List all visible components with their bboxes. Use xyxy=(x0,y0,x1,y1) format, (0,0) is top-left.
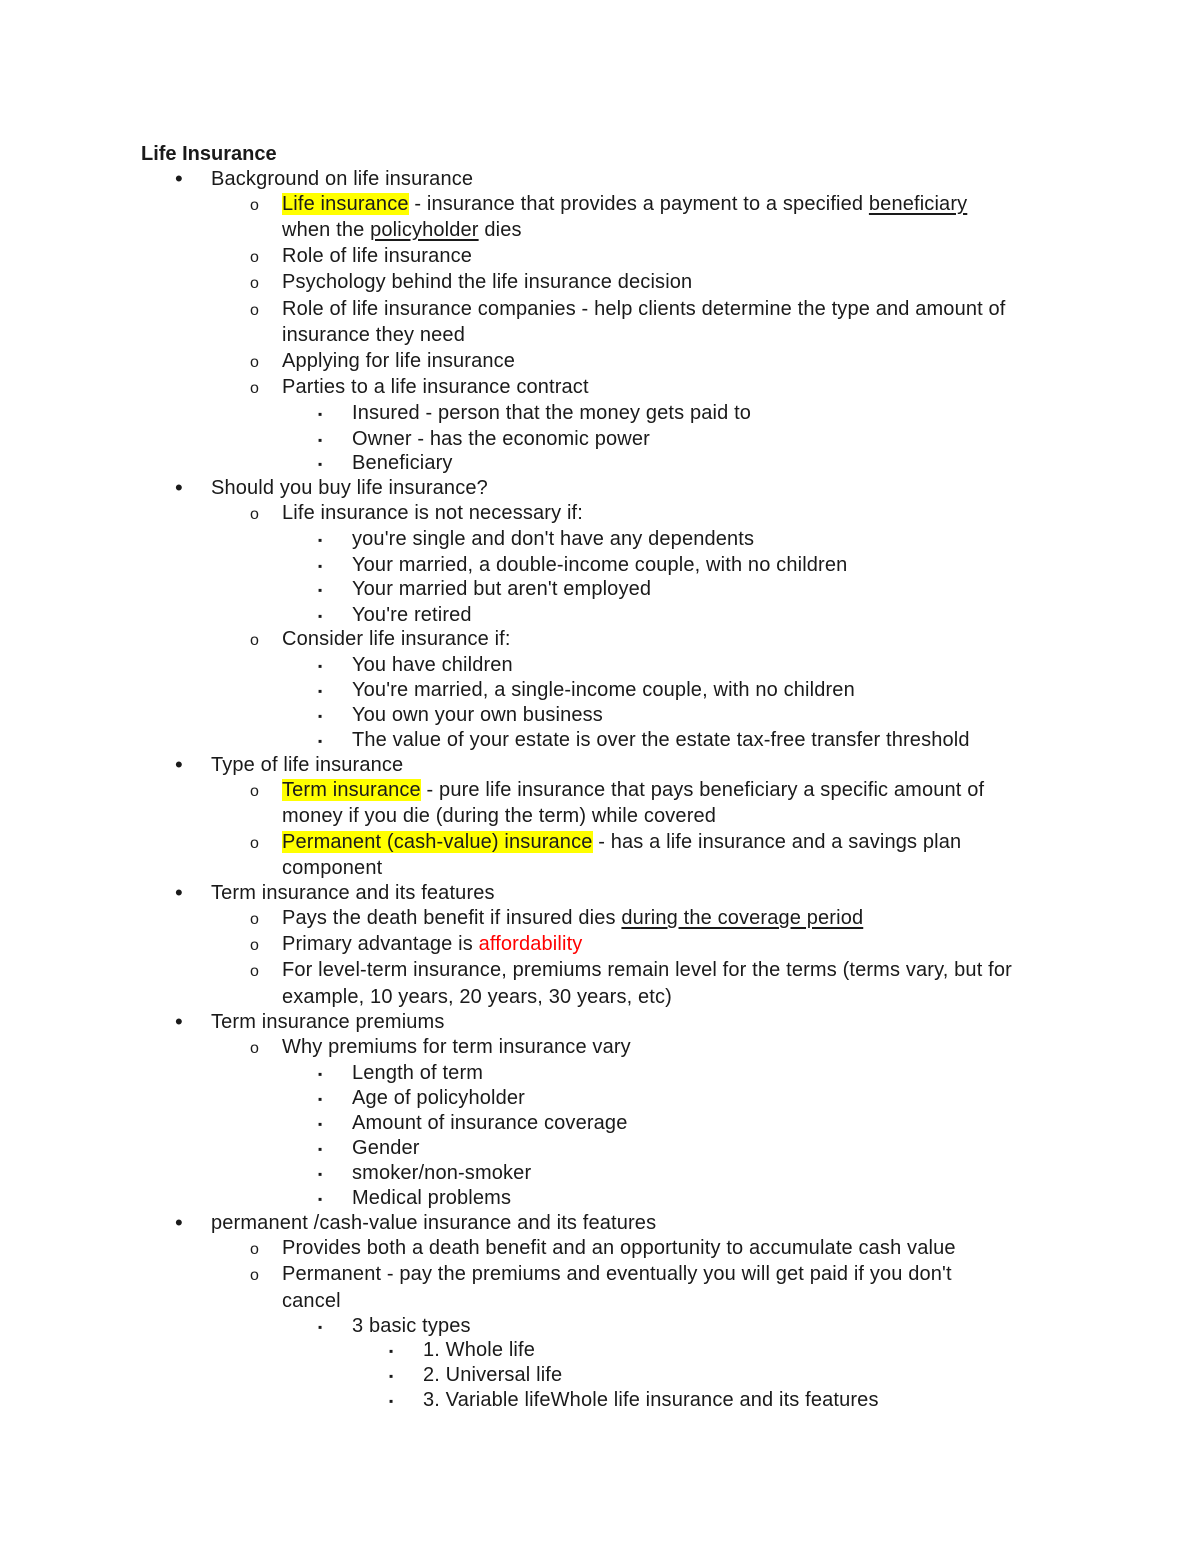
item-text: You're retired xyxy=(352,604,472,626)
list-item xyxy=(282,830,961,854)
item-text: Insured - person that the money gets paid to xyxy=(352,402,752,424)
item-text: - has a life insurance and a savings plan xyxy=(592,831,962,853)
item-text: Parties to a life insurance contract xyxy=(282,376,589,398)
bullet-disc: • xyxy=(175,166,183,191)
bullet-square: ▪ xyxy=(318,684,323,698)
bullet-circle: o xyxy=(250,354,259,371)
item-text: Your married, a double-income couple, with no children xyxy=(352,554,848,576)
list-item xyxy=(423,1363,562,1387)
item-text: smoker/non-smoker xyxy=(352,1162,532,1184)
list-item xyxy=(211,881,495,905)
list-item xyxy=(282,627,511,651)
list-item xyxy=(282,244,472,268)
bullet-circle: o xyxy=(250,1241,259,1258)
underlined-term: beneficiary xyxy=(868,193,968,215)
list-item xyxy=(282,349,515,373)
underlined-term: policyholder xyxy=(370,219,479,241)
item-text: Role of life insurance companies - help clients determine the type and amount of xyxy=(282,298,1006,320)
list-item xyxy=(352,401,751,425)
list-item xyxy=(352,653,513,677)
bullet-circle: o xyxy=(250,937,259,954)
list-item xyxy=(282,375,589,399)
item-text: money if you die (during the term) while covered xyxy=(282,805,717,827)
bullet-disc: • xyxy=(175,752,183,777)
item-text: Gender xyxy=(352,1137,420,1159)
bullet-disc: • xyxy=(175,475,183,500)
bullet-square: ▪ xyxy=(318,559,323,573)
list-item xyxy=(352,678,855,702)
list-item xyxy=(282,958,1012,982)
item-text: Your married but aren't employed xyxy=(352,578,652,600)
item-text: 3 basic types xyxy=(352,1315,471,1337)
item-text: component xyxy=(282,857,383,879)
bullet-square: ▪ xyxy=(318,1167,323,1181)
list-item xyxy=(352,527,754,551)
item-text: You have children xyxy=(352,654,513,676)
list-item xyxy=(211,476,488,500)
bullet-square: ▪ xyxy=(318,1192,323,1206)
item-text: Consider life insurance if: xyxy=(282,628,511,650)
item-text: - insurance that provides a payment to a specified xyxy=(408,193,869,215)
list-item xyxy=(352,1136,420,1160)
list-item xyxy=(282,1262,952,1286)
item-text: Background on life insurance xyxy=(211,168,474,190)
bullet-square: ▪ xyxy=(318,457,323,471)
list-item xyxy=(423,1388,879,1412)
list-item xyxy=(282,778,984,802)
item-text: Length of term xyxy=(352,1062,484,1084)
bullet-circle: o xyxy=(250,963,259,980)
list-item xyxy=(352,1186,511,1210)
item-text: Primary advantage is xyxy=(282,933,479,955)
bullet-circle: o xyxy=(250,275,259,292)
item-text: 3. Variable lifeWhole life insurance and its features xyxy=(423,1389,879,1411)
item-text: Medical problems xyxy=(352,1187,512,1209)
bullet-circle: o xyxy=(250,783,259,800)
list-item xyxy=(211,753,403,777)
list-item xyxy=(352,1111,627,1135)
item-text: when the xyxy=(282,219,371,241)
item-text: Why premiums for term insurance vary xyxy=(282,1036,631,1058)
bullet-circle: o xyxy=(250,249,259,266)
list-item xyxy=(282,297,1006,321)
bullet-disc: • xyxy=(175,1009,183,1034)
bullet-circle: o xyxy=(250,835,259,852)
bullet-square: ▪ xyxy=(318,1320,323,1334)
item-text: For level-term insurance, premiums remain level for the terms (terms vary, but for xyxy=(282,959,1012,981)
list-item xyxy=(352,451,453,475)
item-text: Age of policyholder xyxy=(352,1087,525,1109)
item-text: you're single and don't have any dependents xyxy=(352,528,755,550)
item-text: You're married, a single-income couple, with no children xyxy=(352,679,855,701)
bullet-square: ▪ xyxy=(389,1369,394,1383)
bullet-square: ▪ xyxy=(318,1142,323,1156)
bullet-square: ▪ xyxy=(318,659,323,673)
list-item-continuation xyxy=(282,856,382,880)
bullet-circle: o xyxy=(250,1267,259,1284)
underlined-term: during the coverage period xyxy=(621,907,864,929)
list-item xyxy=(211,1211,656,1235)
list-item xyxy=(352,577,651,601)
bullet-square: ▪ xyxy=(318,709,323,723)
item-text: permanent /cash-value insurance and its features xyxy=(211,1212,657,1234)
bullet-circle: o xyxy=(250,1040,259,1057)
bullet-circle: o xyxy=(250,197,259,214)
item-text: Provides both a death benefit and an opportunity to accumulate cash value xyxy=(282,1237,956,1259)
item-text: Life insurance is not necessary if: xyxy=(282,502,583,524)
item-text: Should you buy life insurance? xyxy=(211,477,488,499)
highlighted-term: Permanent (cash-value) insurance xyxy=(282,831,593,853)
item-text: Psychology behind the life insurance decision xyxy=(282,271,693,293)
bullet-square: ▪ xyxy=(318,583,323,597)
list-item-continuation xyxy=(282,985,672,1009)
item-text: 1. Whole life xyxy=(423,1339,535,1361)
list-item xyxy=(211,167,473,191)
list-item xyxy=(352,728,970,752)
list-item xyxy=(282,906,863,930)
item-text: example, 10 years, 20 years, 30 years, etc) xyxy=(282,986,672,1008)
bullet-square: ▪ xyxy=(318,433,323,447)
document-title: Life Insurance xyxy=(141,143,277,165)
list-item-continuation xyxy=(282,804,716,828)
list-item xyxy=(423,1338,535,1362)
item-text: Role of life insurance xyxy=(282,245,473,267)
item-text: insurance they need xyxy=(282,324,465,346)
list-item-continuation xyxy=(282,1289,341,1313)
bullet-square: ▪ xyxy=(389,1394,394,1408)
bullet-square: ▪ xyxy=(318,407,323,421)
bullet-square: ▪ xyxy=(318,609,323,623)
item-text: Permanent - pay the premiums and eventually you will get paid if you don't xyxy=(282,1263,952,1285)
list-item-continuation xyxy=(282,323,465,347)
bullet-circle: o xyxy=(250,380,259,397)
item-text: - pure life insurance that pays beneficiary a specific amount of xyxy=(420,779,985,801)
bullet-square: ▪ xyxy=(318,533,323,547)
bullet-disc: • xyxy=(175,880,183,905)
list-item xyxy=(352,603,472,627)
item-text: The value of your estate is over the estate tax-free transfer threshold xyxy=(352,729,970,751)
list-item xyxy=(282,1035,631,1059)
list-item xyxy=(211,1010,445,1034)
highlighted-term: Term insurance xyxy=(282,779,421,801)
bullet-square: ▪ xyxy=(318,1067,323,1081)
bullet-square: ▪ xyxy=(318,1117,323,1131)
bullet-circle: o xyxy=(250,632,259,649)
item-text: Amount of insurance coverage xyxy=(352,1112,628,1134)
item-text-tail: dies xyxy=(478,219,522,241)
list-item xyxy=(352,553,847,577)
list-item xyxy=(282,270,692,294)
bullet-circle: o xyxy=(250,506,259,523)
highlighted-term: Life insurance xyxy=(282,193,409,215)
emphasis-text: affordability xyxy=(478,933,583,955)
item-text: Applying for life insurance xyxy=(282,350,516,372)
bullet-square: ▪ xyxy=(389,1344,394,1358)
bullet-disc: • xyxy=(175,1210,183,1235)
item-text: cancel xyxy=(282,1290,341,1312)
list-item xyxy=(352,1161,531,1185)
bullet-square: ▪ xyxy=(318,1092,323,1106)
item-text: Type of life insurance xyxy=(211,754,404,776)
list-item xyxy=(352,427,650,451)
list-item xyxy=(352,1061,483,1085)
item-text: Term insurance premiums xyxy=(211,1011,445,1033)
list-item xyxy=(282,501,583,525)
item-text: You own your own business xyxy=(352,704,603,726)
item-text: 2. Universal life xyxy=(423,1364,563,1386)
list-item xyxy=(352,703,603,727)
list-item xyxy=(282,192,967,216)
list-item-continuation xyxy=(282,218,522,242)
bullet-circle: o xyxy=(250,302,259,319)
list-item xyxy=(352,1314,471,1338)
list-item xyxy=(282,932,582,956)
list-item xyxy=(352,1086,525,1110)
bullet-square: ▪ xyxy=(318,734,323,748)
bullet-circle: o xyxy=(250,911,259,928)
list-item xyxy=(282,1236,956,1260)
item-text: Owner - has the economic power xyxy=(352,428,650,450)
item-text: Beneficiary xyxy=(352,452,453,474)
item-text: Term insurance and its features xyxy=(211,882,495,904)
item-text: Pays the death benefit if insured dies xyxy=(282,907,622,929)
